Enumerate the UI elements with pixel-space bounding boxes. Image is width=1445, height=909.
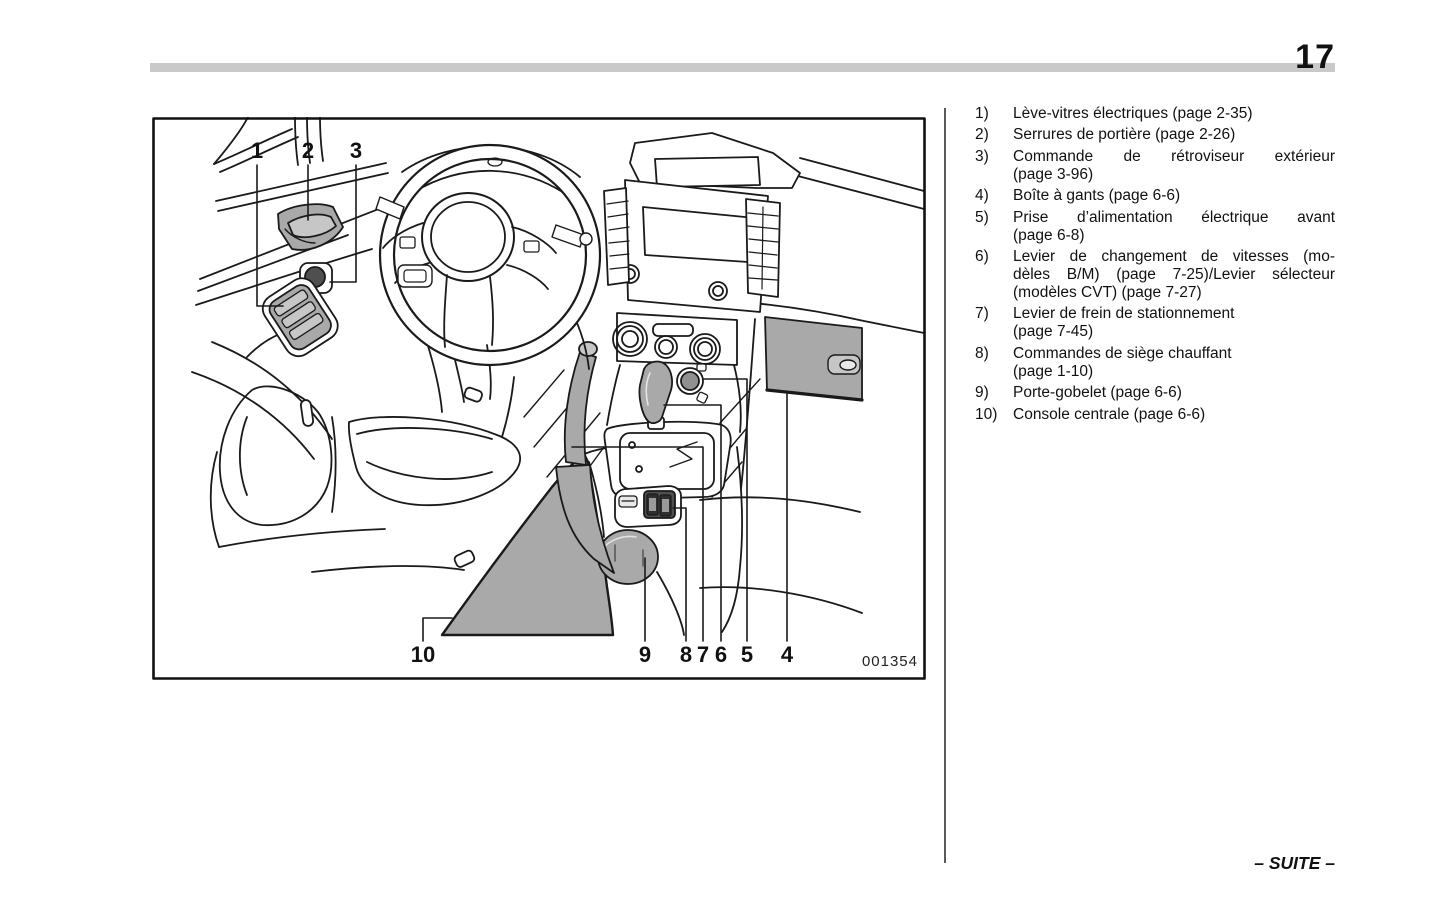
callout-9: 9 — [638, 642, 652, 667]
legend-item-number: 9) — [975, 384, 989, 402]
legend-item — [975, 148, 1335, 184]
callout-3: 3 — [349, 138, 363, 163]
legend-item-number: 8) — [975, 344, 989, 362]
glove-box — [765, 317, 862, 400]
footer-continuation: – SUITE – — [1254, 853, 1335, 873]
callout-2: 2 — [301, 138, 315, 163]
seat-heater-switches — [615, 486, 681, 527]
legend-item-text: (modèles CVT) (page 7-27) — [1013, 283, 1202, 301]
upper-display — [655, 157, 760, 187]
legend-item-text: Console centrale (page 6-6) — [1013, 405, 1206, 423]
legend-list — [975, 105, 1335, 427]
steering-wheel — [376, 145, 600, 365]
front-seats — [211, 377, 520, 572]
legend-item — [975, 345, 1335, 381]
legend-item-text: Levier de frein de stationnement — [1013, 305, 1235, 323]
legend-item-number: 2) — [975, 126, 989, 144]
page-number: 17 — [1295, 38, 1335, 76]
legend-item-text: dèles B/M) (page 7-25)/Levier sélecteur — [1013, 265, 1335, 283]
legend-item — [975, 187, 1335, 205]
header-rule — [150, 63, 1335, 72]
legend-item-text: Commandes de siège chauffant — [1013, 344, 1232, 362]
callout-8: 8 — [679, 642, 693, 667]
legend-item-text: Levier de changement de vitesses (mo- — [1013, 247, 1335, 265]
content-divider — [944, 108, 946, 863]
climate-controls — [613, 313, 737, 365]
legend-item-number: 7) — [975, 305, 989, 323]
air-vent-right — [746, 199, 780, 297]
car-interior-diagram — [152, 117, 926, 680]
legend-item — [975, 248, 1335, 302]
legend-item-text: Prise d’alimentation électrique avant — [1013, 208, 1335, 226]
callout-7: 7 — [696, 642, 710, 667]
figure-code: 001354 — [861, 653, 918, 670]
power-outlet — [677, 364, 708, 404]
door-handle — [278, 204, 343, 250]
callout-6: 6 — [714, 642, 728, 667]
legend-item — [975, 105, 1335, 123]
legend-item-text: (page 3-96) — [1013, 165, 1094, 183]
callout-1: 1 — [250, 138, 264, 163]
legend-item-text: Lève-vitres électriques (page 2-35) — [1013, 105, 1253, 122]
legend-item — [975, 305, 1335, 341]
legend-item — [975, 384, 1335, 402]
legend-item — [975, 126, 1335, 144]
callout-4: 4 — [780, 642, 794, 667]
legend-item-number: 5) — [975, 208, 989, 226]
legend-item — [975, 209, 1335, 245]
callout-10: 10 — [410, 642, 436, 667]
legend-item-text: Porte-gobelet (page 6-6) — [1013, 384, 1182, 402]
callout-5: 5 — [740, 642, 754, 667]
shift-lever — [604, 362, 730, 499]
air-vent-left — [604, 188, 629, 285]
legend-item-text: Boîte à gants (page 6-6) — [1013, 187, 1181, 205]
legend-item-number: 4) — [975, 187, 989, 205]
legend-item — [975, 406, 1335, 424]
legend-item-number: 1) — [975, 105, 989, 122]
legend-item-text: Commande de rétroviseur extérieur — [1013, 147, 1335, 165]
legend-item-text: (page 1-10) — [1013, 362, 1094, 380]
legend-item-number: 3) — [975, 147, 989, 165]
legend-item-text: (page 7-45) — [1013, 323, 1094, 341]
legend-item-text: Serrures de portière (page 2-26) — [1013, 126, 1236, 144]
figure-panel — [152, 117, 926, 680]
legend-item-number: 6) — [975, 247, 989, 265]
legend-item-number: 10) — [975, 405, 998, 423]
legend-item-text: (page 6-8) — [1013, 226, 1085, 244]
